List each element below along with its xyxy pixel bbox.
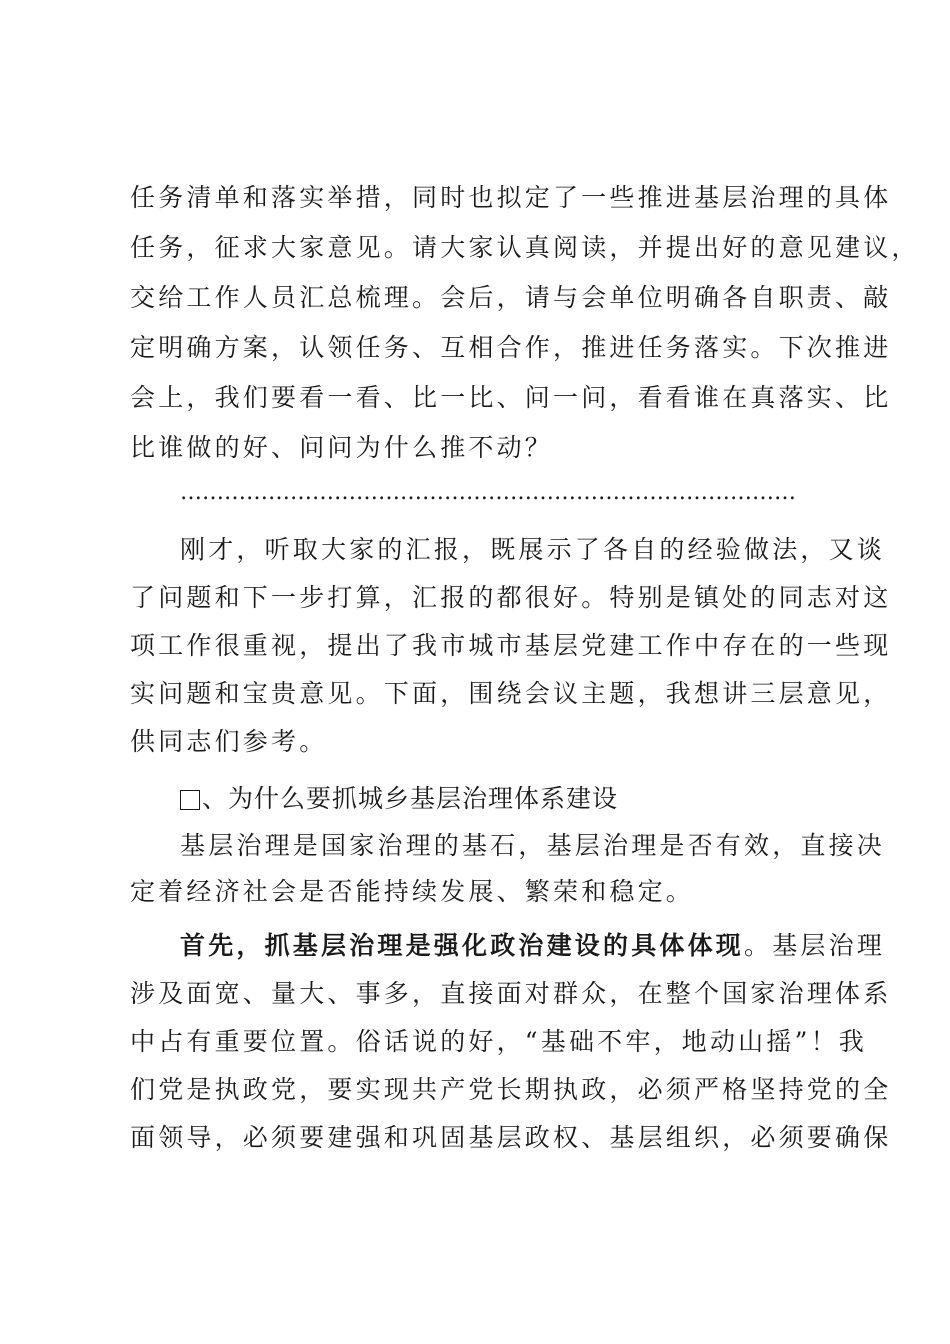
paragraph-2-line-1: 刚才，听取大家的汇报，既展示了各自的经验做法，又谈 xyxy=(180,535,886,564)
ellipsis-separator: ………………………………………………………………………… xyxy=(180,480,796,505)
paragraph-4-bold-lead: 首先，抓基层治理是强化政治建设的具体体现 xyxy=(180,931,745,960)
section-heading xyxy=(180,779,820,819)
paragraph-1-line-5: 会上，我们要看一看、比一比、问一问，看看谁在真落实、比 xyxy=(130,383,892,412)
paragraph-1-line-2: 任务，征求大家意见。请大家认真阅读，并提出好的意见建议， xyxy=(130,233,920,262)
paragraph-2-line-4: 实问题和宝贵意见。下面，围绕会议主题，我想讲三层意见， xyxy=(130,679,892,708)
section-heading-text: 、为什么要抓城乡基层治理体系建设 xyxy=(202,784,619,813)
paragraph-4-line-3: 中占有重要位置。俗话说的好，“基础不牢，地动山摇”！我 xyxy=(130,1027,867,1056)
paragraph-2-line-5: 供同志们参考。 xyxy=(130,727,328,756)
paragraph-1-line-3: 交给工作人员汇总梳理。会后，请与会单位明确各自职责、敲 xyxy=(130,283,892,312)
paragraph-1-line-6: 比谁做的好、问问为什么推不动？ xyxy=(130,433,554,462)
paragraph-4-line-1 xyxy=(180,926,886,966)
paragraph-4-line-5: 面领导，必须要建强和巩固基层政权、基层组织，必须要确保 xyxy=(130,1123,892,1152)
paragraph-2-line-2: 了问题和下一步打算，汇报的都很好。特别是镇处的同志对这 xyxy=(130,583,892,612)
paragraph-4-first-rest: 。基层治理 xyxy=(744,931,886,960)
paragraph-2-line-3: 项工作很重视，提出了我市城市基层党建工作中存在的一些现 xyxy=(130,631,892,660)
checkbox-icon xyxy=(180,790,200,810)
paragraph-4-line-2: 涉及面宽、量大、事多，直接面对群众，在整个国家治理体系 xyxy=(130,979,892,1008)
paragraph-1-line-1: 任务清单和落实举措，同时也拟定了一些推进基层治理的具体 xyxy=(130,183,892,212)
paragraph-4-line-4: 们党是执政党，要实现共产党长期执政，必须严格坚持党的全 xyxy=(130,1075,892,1104)
paragraph-3-line-2: 定着经济社会是否能持续发展、繁荣和稳定。 xyxy=(130,877,695,906)
paragraph-1-line-4: 定明确方案，认领任务、互相合作，推进任务落实。下次推进 xyxy=(130,333,892,362)
paragraph-3-line-1: 基层治理是国家治理的基石，基层治理是否有效，直接决 xyxy=(180,831,886,860)
